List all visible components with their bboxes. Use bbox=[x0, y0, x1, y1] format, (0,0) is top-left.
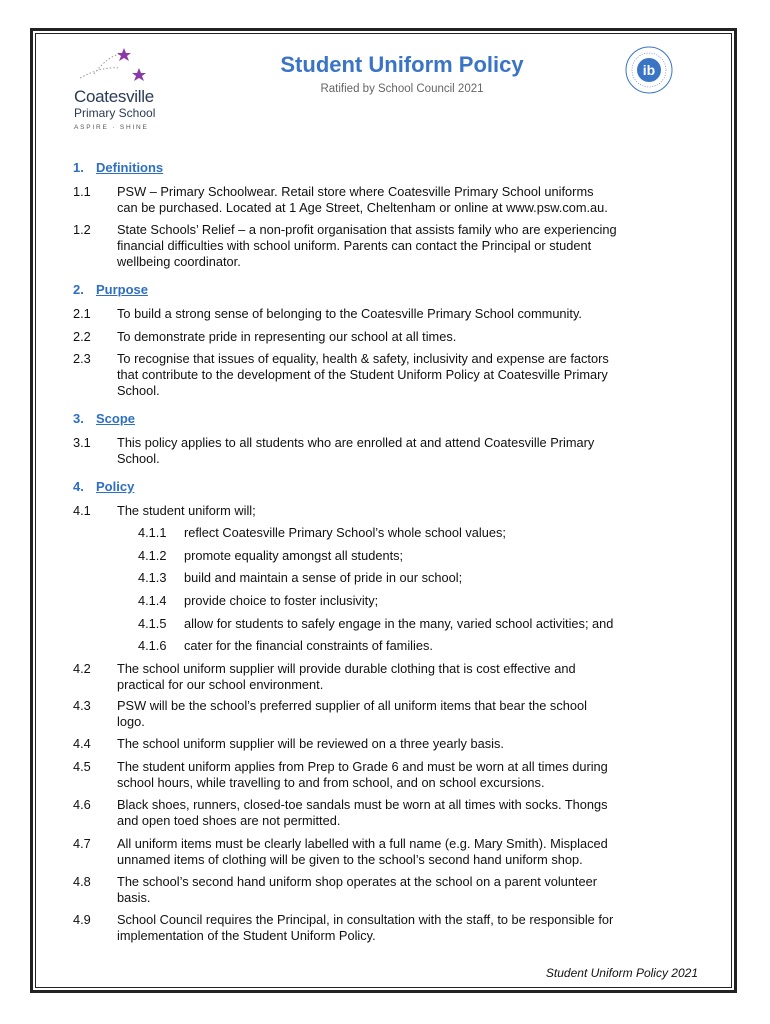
item-line: PSW – Primary Schoolwear. Retail store where Coatesville Primary School uniforms bbox=[117, 184, 594, 199]
school-motto: ASPIRE · SHINE bbox=[74, 124, 149, 131]
section-number: 4. bbox=[73, 479, 84, 494]
item-number: 4.7 bbox=[73, 836, 91, 851]
section-label: Policy bbox=[96, 479, 135, 494]
item-line: The school uniform supplier will be reviewed on a three yearly basis. bbox=[117, 736, 504, 751]
item-line: To demonstrate pride in representing our school at all times. bbox=[117, 329, 457, 344]
subitem-text: reflect Coatesville Primary School’s whole school values; bbox=[184, 525, 506, 540]
item-line: The school’s second hand uniform shop operates at the school on a parent volunteer bbox=[117, 874, 597, 889]
subitem-text: cater for the financial constraints of families. bbox=[184, 638, 433, 653]
item-line: School. bbox=[117, 383, 160, 398]
item-number: 4.3 bbox=[73, 698, 91, 713]
item-line: School. bbox=[117, 451, 160, 466]
item-line: To build a strong sense of belonging to the Coatesville Primary School community. bbox=[117, 306, 582, 321]
subitem-number: 4.1.6 bbox=[138, 638, 167, 653]
school-name: Coatesville bbox=[74, 87, 154, 106]
item-line: implementation of the Student Uniform Policy. bbox=[117, 928, 376, 943]
item-line: State Schools’ Relief – a non-profit organisation that assists family who are experiencing bbox=[117, 222, 617, 237]
section-label: Definitions bbox=[96, 160, 164, 175]
ib-logo-icon bbox=[624, 45, 674, 95]
section-label: Scope bbox=[96, 411, 136, 426]
item-text bbox=[117, 874, 683, 906]
item-line: financial difficulties with school uniform. Parents can contact the Principal or student bbox=[117, 238, 592, 253]
item-line: The student uniform applies from Prep to Grade 6 and must be worn at all times during bbox=[117, 759, 608, 774]
section-number: 3. bbox=[73, 411, 84, 426]
section-heading bbox=[73, 479, 134, 494]
item-line: Black shoes, runners, closed-toe sandals must be worn at all times with socks. Thongs bbox=[117, 797, 608, 812]
item-number: 2.2 bbox=[73, 329, 91, 344]
item-line: School Council requires the Principal, in consultation with the staff, to be responsible for bbox=[117, 912, 614, 927]
item-line: logo. bbox=[117, 714, 145, 729]
item-line: basis. bbox=[117, 890, 151, 905]
item-line: school hours, while travelling to and from school, and on school excursions. bbox=[117, 775, 545, 790]
section-label: Purpose bbox=[96, 282, 149, 297]
item-line: can be purchased. Located at 1 Age Street, Cheltenham or online at www.psw.com.au. bbox=[117, 200, 608, 215]
item-line: To recognise that issues of equality, health & safety, inclusivity and expense are factors bbox=[117, 351, 609, 366]
item-number: 2.3 bbox=[73, 351, 91, 366]
subitem-text: provide choice to foster inclusivity; bbox=[184, 593, 379, 608]
item-text bbox=[117, 661, 683, 693]
footer-text: Student Uniform Policy 2021 bbox=[545, 966, 698, 980]
item-text bbox=[117, 698, 683, 730]
page-title: Student Uniform Policy bbox=[280, 52, 524, 77]
item-number: 4.2 bbox=[73, 661, 91, 676]
subitem-text: allow for students to safely engage in the many, varied school activities; and bbox=[184, 616, 614, 631]
item-number: 1.2 bbox=[73, 222, 91, 237]
item-text bbox=[117, 759, 683, 791]
item-number: 4.6 bbox=[73, 797, 91, 812]
school-subtitle: Primary School bbox=[74, 106, 156, 120]
item-line: and open toed shoes are not permitted. bbox=[117, 813, 341, 828]
item-line: The student uniform will; bbox=[117, 503, 256, 518]
section-heading bbox=[73, 411, 135, 426]
item-line: PSW will be the school’s preferred supplier of all uniform items that bear the school bbox=[117, 698, 587, 713]
subitem-text: build and maintain a sense of pride in our school; bbox=[184, 570, 463, 585]
item-line: This policy applies to all students who are enrolled at and attend Coatesville Primary bbox=[117, 435, 595, 450]
item-text bbox=[117, 503, 683, 519]
item-number: 3.1 bbox=[73, 435, 91, 450]
subitem-number: 4.1.3 bbox=[138, 570, 167, 585]
subitem-number: 4.1.4 bbox=[138, 593, 167, 608]
ib-logo-text: ib bbox=[642, 62, 656, 78]
item-number: 4.4 bbox=[73, 736, 91, 751]
subitem-number: 4.1.5 bbox=[138, 616, 167, 631]
subitem-number: 4.1.1 bbox=[138, 525, 167, 540]
item-text bbox=[117, 306, 683, 322]
section-number: 1. bbox=[73, 160, 84, 175]
item-line: unnamed items of clothing will be given to the school’s second hand uniform shop. bbox=[117, 852, 583, 867]
item-line: practical for our school environment. bbox=[117, 677, 324, 692]
item-text bbox=[117, 736, 683, 752]
item-line: The school uniform supplier will provide durable clothing that is cost effective and bbox=[117, 661, 576, 676]
item-text bbox=[117, 435, 683, 467]
item-text bbox=[117, 222, 683, 270]
item-text bbox=[117, 184, 683, 216]
section-heading bbox=[73, 160, 163, 175]
section-number: 2. bbox=[73, 282, 84, 297]
item-text bbox=[117, 797, 683, 829]
item-text bbox=[117, 351, 683, 399]
item-line: that contribute to the development of the Student Uniform Policy at Coatesville Primary bbox=[117, 367, 608, 382]
section-heading bbox=[73, 282, 148, 297]
item-number: 4.9 bbox=[73, 912, 91, 927]
item-number: 1.1 bbox=[73, 184, 91, 199]
item-number: 4.8 bbox=[73, 874, 91, 889]
item-number: 2.1 bbox=[73, 306, 91, 321]
item-text bbox=[117, 329, 683, 345]
subitem-number: 4.1.2 bbox=[138, 548, 167, 563]
item-line: All uniform items must be clearly labelled with a full name (e.g. Mary Smith). Misplaced bbox=[117, 836, 608, 851]
item-text bbox=[117, 836, 683, 868]
item-number: 4.5 bbox=[73, 759, 91, 774]
item-text bbox=[117, 912, 683, 944]
page-subtitle: Ratified by School Council 2021 bbox=[320, 83, 484, 95]
item-number: 4.1 bbox=[73, 503, 91, 518]
item-line: wellbeing coordinator. bbox=[117, 254, 241, 269]
subitem-text: promote equality amongst all students; bbox=[184, 548, 404, 563]
